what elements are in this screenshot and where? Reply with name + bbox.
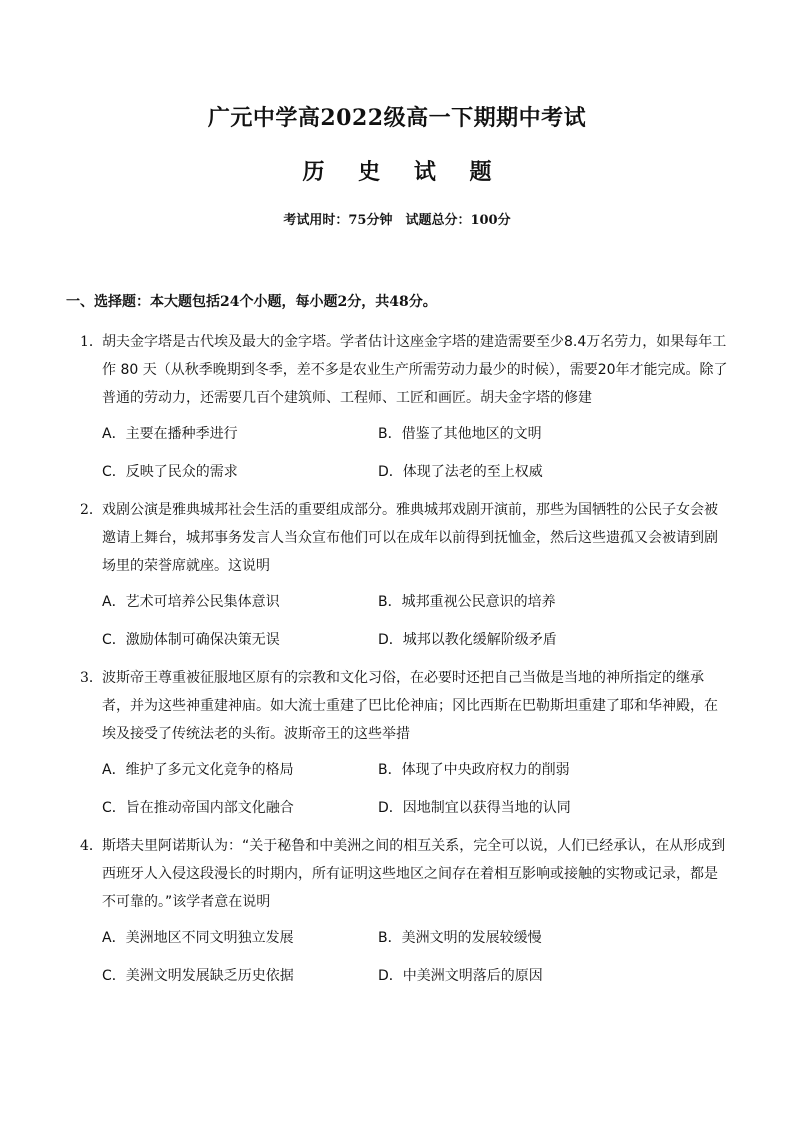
option-b[interactable]: B．借鉴了其他地区的文明 xyxy=(378,426,542,442)
option-c[interactable]: C．旨在推动帝国内部文化融合 xyxy=(102,800,294,816)
question-text: 波斯帝王尊重被征服地区原有的宗教和文化习俗，在必要时还把自己当做是当地的神所指定的继承者，并为这些神重建神庙。如大流士重建了巴比伦神庙；冈比西斯在巴勒斯坦重建了耶和华神殿，在埃及接受了传统法老的头衔。波斯帝王的这些举措 xyxy=(102,670,718,742)
option-list xyxy=(80,590,728,666)
question-number: 3． xyxy=(80,670,103,686)
exam-meta: 考试用时：75分钟 试题总分：100分 xyxy=(283,213,511,228)
option-row xyxy=(102,926,728,964)
option-a[interactable]: A．艺术可培养公民集体意识 xyxy=(102,594,280,610)
option-row xyxy=(102,964,728,1002)
option-row xyxy=(102,758,728,796)
option-a[interactable]: A．美洲地区不同文明独立发展 xyxy=(102,930,294,946)
option-d[interactable]: D．城邦以教化缓解阶级矛盾 xyxy=(378,632,557,648)
question-stem xyxy=(80,496,728,580)
section-heading: 一、选择题：本大题包括24个小题，每小题2分，共48分。 xyxy=(66,294,437,310)
option-row xyxy=(102,422,728,460)
question-4 xyxy=(80,832,728,1002)
question-stem xyxy=(80,664,728,748)
option-list xyxy=(80,926,728,1002)
question-stem xyxy=(80,832,728,916)
option-row xyxy=(102,460,728,498)
subject-title: 历 史 试 题 xyxy=(302,159,505,185)
question-stem xyxy=(80,328,728,412)
question-2 xyxy=(80,496,728,666)
question-text: 戏剧公演是雅典城邦社会生活的重要组成部分。雅典城邦戏剧开演前，那些为国牺牲的公民子女会被邀请上舞台，城邦事务发言人当众宣布他们可以在成年以前得到抚恤金，然后这些遗孤又会被请到剧场里的荣誉席就座。这说明 xyxy=(102,502,718,574)
exam-title: 广元中学高2022级高一下期期中考试 xyxy=(207,105,587,131)
option-row xyxy=(102,796,728,834)
option-d[interactable]: D．中美洲文明落后的原因 xyxy=(378,968,543,984)
option-b[interactable]: B．体现了中央政府权力的削弱 xyxy=(378,762,570,778)
option-b[interactable]: B．城邦重视公民意识的培养 xyxy=(378,594,556,610)
option-c[interactable]: C．美洲文明发展缺乏历史依据 xyxy=(102,968,294,984)
question-number: 4． xyxy=(80,838,103,854)
option-d[interactable]: D．因地制宜以获得当地的认同 xyxy=(378,800,571,816)
option-a[interactable]: A．维护了多元文化竞争的格局 xyxy=(102,762,294,778)
option-b[interactable]: B．美洲文明的发展较缓慢 xyxy=(378,930,542,946)
option-row xyxy=(102,590,728,628)
option-c[interactable]: C．激励体制可确保决策无误 xyxy=(102,632,280,648)
question-text: 斯塔夫里阿诺斯认为：“关于秘鲁和中美洲之间的相互关系，完全可以说，人们已经承认，在从形成到西班牙人入侵这段漫长的时期内，所有证明这些地区之间存在着相互影响或接触的实物或记录，都是不可靠的。”该学者意在说明 xyxy=(102,838,726,910)
option-list xyxy=(80,422,728,498)
question-3 xyxy=(80,664,728,834)
option-a[interactable]: A．主要在播种季进行 xyxy=(102,426,238,442)
question-number: 1． xyxy=(80,334,103,350)
option-c[interactable]: C．反映了民众的需求 xyxy=(102,464,238,480)
option-d[interactable]: D．体现了法老的至上权威 xyxy=(378,464,543,480)
question-text: 胡夫金字塔是古代埃及最大的金字塔。学者估计这座金字塔的建造需要至少8.4万名劳力，如果每年工作 80 天（从秋季晚期到冬季，差不多是农业生产所需劳动力最少的时候），需要20年才能完成。除了普通的劳动力，还需要几百个建筑师、工程师、工匠和画匠。胡夫金字塔的修建 xyxy=(102,334,728,406)
question-number: 2． xyxy=(80,502,103,518)
option-row xyxy=(102,628,728,666)
option-list xyxy=(80,758,728,834)
question-1 xyxy=(80,328,728,498)
